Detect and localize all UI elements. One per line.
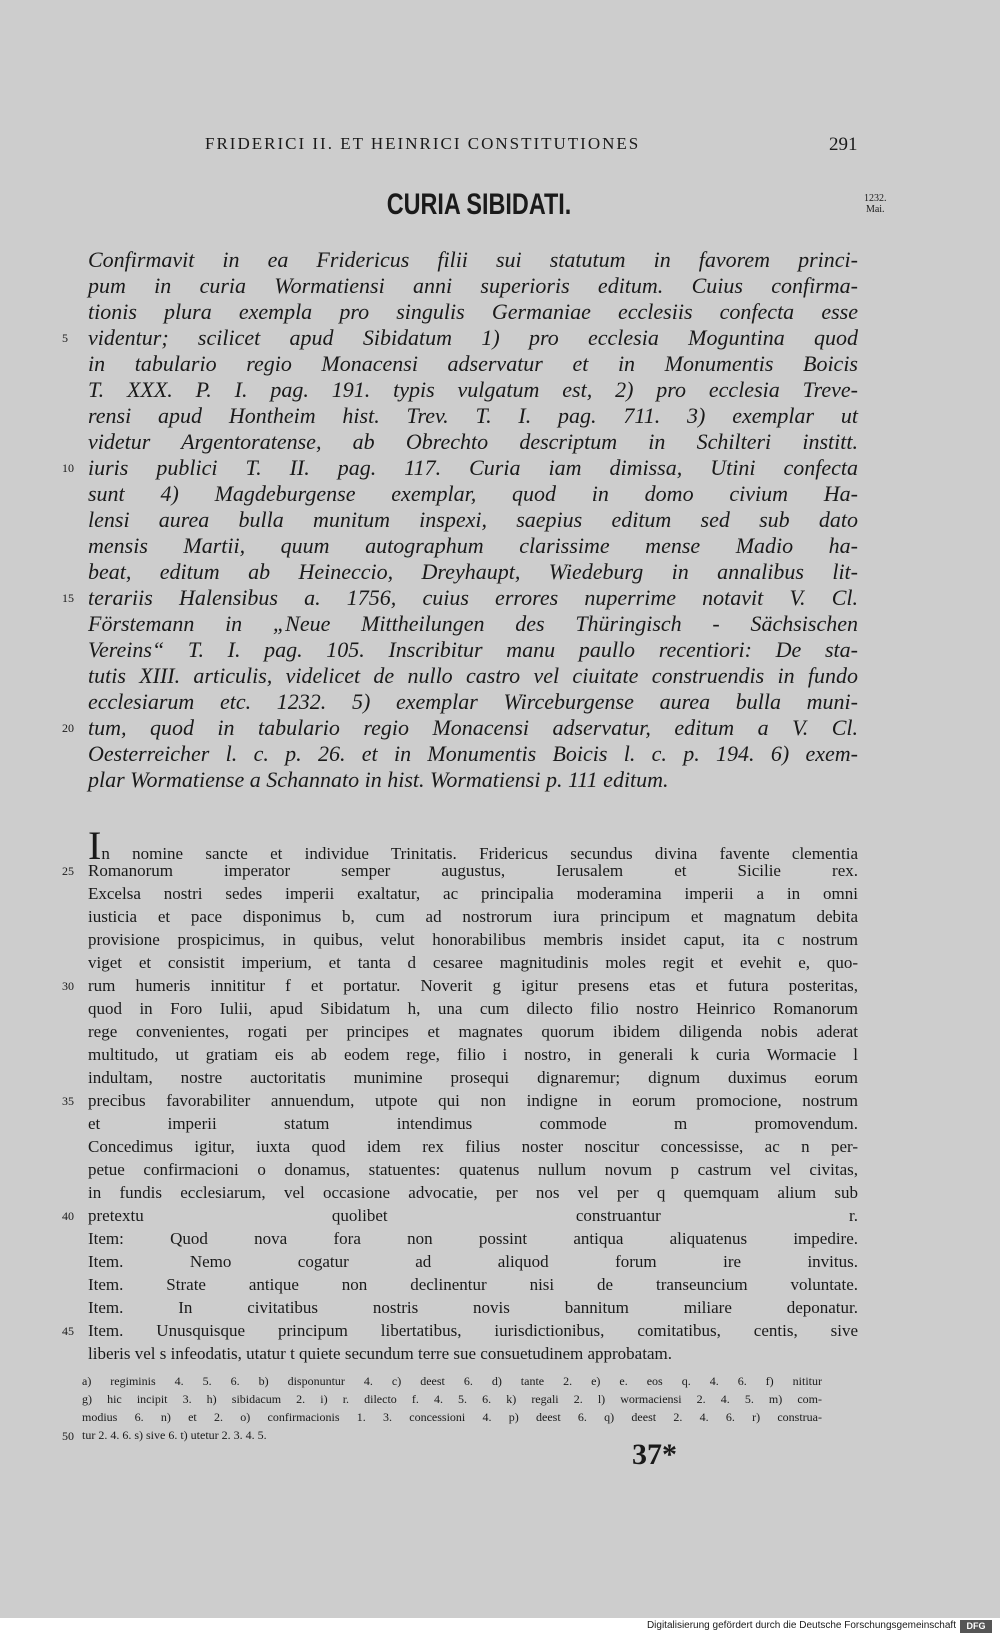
text-line: Item. Nemo cogatur ad aliquod forum ire invitus. — [88, 1252, 858, 1271]
intro-line: tum, quod in tabulario regio Monacensi adservatur, editum a V. Cl. — [88, 715, 858, 740]
section-title: CURIA SIBIDATI. — [386, 188, 572, 221]
intro-line: tionis plura exempla pro singulis Germaniae ecclesiis confecta esse — [88, 299, 858, 324]
intro-line: tutis XIII. articulis, videlicet de nullo castro vel ciuitate construendis in fundo — [88, 663, 858, 688]
line-number: 45 — [62, 1324, 74, 1338]
line-number: 35 — [62, 1094, 74, 1108]
intro-line: plar Wormatiense a Schannato in hist. Wormatiensi p. 111 editum. — [88, 767, 669, 792]
text-line: Concedimus igitur, iuxta quod idem rex filius noster noscitur concessisse, ac n per- — [88, 1137, 858, 1156]
intro-line: T. XXX. P. I. pag. 191. typis vulgatum est, 2) pro ecclesia Treve- — [88, 377, 858, 402]
intro-line: lensi aurea bulla munitum inspexi, saepius editum sed sub dato — [88, 507, 858, 532]
initial-letter: I — [88, 823, 102, 868]
footnote-line: g) hic incipit 3. h) sibidacum 2. i) r. dilecto f. 4. 5. 6. k) regali 2. l) wormaciensi 2. 4. 5. m) com- — [82, 1392, 822, 1406]
intro-line: ecclesiarum etc. 1232. 5) exemplar Wirceburgense aurea bulla muni- — [88, 689, 858, 714]
text-line: Item: Quod nova fora non possint antiqua aliquatenus impedire. — [88, 1229, 858, 1248]
footnote-line: tur 2. 4. 6. s) sive 6. t) utetur 2. 3. 4. 5. — [82, 1428, 267, 1442]
page-number: 291 — [829, 134, 858, 155]
line-number: 25 — [62, 864, 74, 878]
text-line: Item. In civitatibus nostris novis bannitum miliare deponatur. — [88, 1298, 858, 1317]
intro-line: in tabulario regio Monacensi adservatur et in Monumentis Boicis — [88, 351, 858, 376]
charter-text — [88, 823, 858, 1365]
intro-line: rensi apud Hontheim hist. Trev. T. I. pag. 711. 3) exemplar ut — [88, 403, 858, 428]
dfg-logo: DFG — [960, 1620, 992, 1633]
text-line: indultam, nostre auctoritatis munimine prosequi dignaremur; dignum duximus eorum — [88, 1068, 858, 1087]
running-head: FRIDERICI II. ET HEINRICI CONSTITUTIONES — [205, 134, 641, 153]
footnotes — [82, 1372, 822, 1444]
funding-notice: Digitalisierung gefördert durch die Deutsche Forschungsgemeinschaft — [646, 1620, 956, 1631]
text-line: Item. Strate antique non declinentur nisi de transeuncium voluntate. — [88, 1275, 858, 1294]
line-number: 5 — [62, 331, 68, 345]
intro-line: videntur; scilicet apud Sibidatum 1) pro ecclesia Moguntina quod — [88, 325, 858, 350]
text-line: multitudo, ut gratiam eis ab eodem rege, filio i nostro, in generali k curia Wormacie l — [88, 1045, 858, 1064]
text-line: Romanorum imperator semper augustus, Ierusalem et Sicilie rex. — [88, 861, 858, 880]
text-line: liberis vel s infeodatis, utatur t quiete secundum terre sue consuetudinem approbatam. — [88, 1344, 672, 1363]
intro-line: beat, editum ab Heineccio, Dreyhaupt, Wiedeburg in annalibus lit- — [88, 559, 858, 584]
intro-line: Oesterreicher l. c. p. 26. et in Monumentis Boicis l. c. p. 194. 6) exem- — [88, 741, 858, 766]
intro-line: terariis Halensibus a. 1756, cuius errores nuperrime notavit V. Cl. — [88, 585, 858, 610]
text-line: quod in Foro Iulii, apud Sibidatum h, una cum dilecto filio nostro Heinrico Romanorum — [88, 999, 858, 1018]
line-number: 15 — [62, 591, 74, 605]
first-line-text: n nomine sancte et individue Trinitatis. Fridericus secundus divina favente clementia — [101, 844, 858, 863]
intro-line: sunt 4) Magdeburgense exemplar, quod in domo civium Ha- — [88, 481, 858, 506]
intro-line: Vereins“ T. I. pag. 105. Inscribitur manu paullo recentiori: De sta- — [88, 637, 858, 662]
text-line: petue confirmacioni o donamus, statuentes: quatenus nullum novum p castrum vel civitas, — [88, 1160, 858, 1179]
intro-line: Confirmavit in ea Fridericus filii sui statutum in favorem princi- — [88, 247, 858, 272]
date-year: 1232. — [864, 193, 887, 204]
footnote-line: modius 6. n) et 2. o) confirmacionis 1. 3. concessioni 4. p) deest 6. q) deest 2. 4. 6. r) construa- — [82, 1410, 822, 1424]
footnote-line: a) regiminis 4. 5. 6. b) disponuntur 4. c) deest 6. d) tante 2. e) e. eos q. 4. 6. f) nititur — [82, 1374, 822, 1388]
intro-line: pum in curia Wormatiensi anni superioris editum. Cuius confirma- — [88, 273, 858, 298]
text-line: rum humeris innititur f et portatur. Noverit g igitur presens etas et futura posteritas, — [88, 976, 858, 995]
digitization-footer — [0, 1618, 1000, 1636]
text-line: pretextu quolibet construantur r. — [88, 1206, 858, 1225]
introduction-paragraph — [88, 247, 858, 793]
text-line: Excelsa nostri sedes imperii exaltatur, ac principalia moderamina imperii a in omni — [88, 884, 858, 903]
date-month: Mai. — [865, 204, 885, 215]
intro-line: iuris publici T. II. pag. 117. Curia iam dimissa, Utini confecta — [88, 455, 858, 480]
text-line: Item. Unusquisque principum libertatibus, iurisdictionibus, comitatibus, centis, sive — [88, 1321, 858, 1340]
line-number: 50 — [62, 1429, 74, 1443]
line-number: 40 — [62, 1209, 74, 1223]
text-line: viget et consistit imperium, et tanta d cesaree magnitudinis moles regit et evehit e, quo- — [88, 953, 858, 972]
text-first-line — [88, 823, 858, 868]
signature-mark: 37* — [632, 1438, 677, 1471]
text-line: et imperii statum intendimus commode m promovendum. — [88, 1114, 858, 1133]
line-number: 10 — [62, 461, 74, 475]
text-line: rege convenientes, rogati per principes et magnates quorum ibidem diligenda nobis aderat — [88, 1022, 858, 1041]
intro-line: videtur Argentoratense, ab Obrechto descriptum in Schilteri institt. — [88, 429, 858, 454]
text-line: provisione prospicimus, in quibus, velut honorabilibus membris insidet caput, ita c nostrum — [88, 930, 858, 949]
line-number: 20 — [62, 721, 74, 735]
text-line: iusticia et pace disponimus b, cum ad nostrorum iura principum et magnatum debita — [88, 907, 858, 926]
intro-line: mensis Martii, quum autographum clarissime mense Madio ha- — [88, 533, 858, 558]
intro-line: Förstemann in „Neue Mittheilungen des Thüringisch - Sächsischen — [88, 611, 858, 636]
date-margin-note — [864, 193, 887, 215]
text-line: in fundis ecclesiarum, vel occasione advocatie, per nos vel per q quemquam alium sub — [88, 1183, 858, 1202]
line-number: 30 — [62, 979, 74, 993]
text-line: precibus favorabiliter annuendum, utpote qui non indigne in eorum promocione, nostrum — [88, 1091, 858, 1110]
